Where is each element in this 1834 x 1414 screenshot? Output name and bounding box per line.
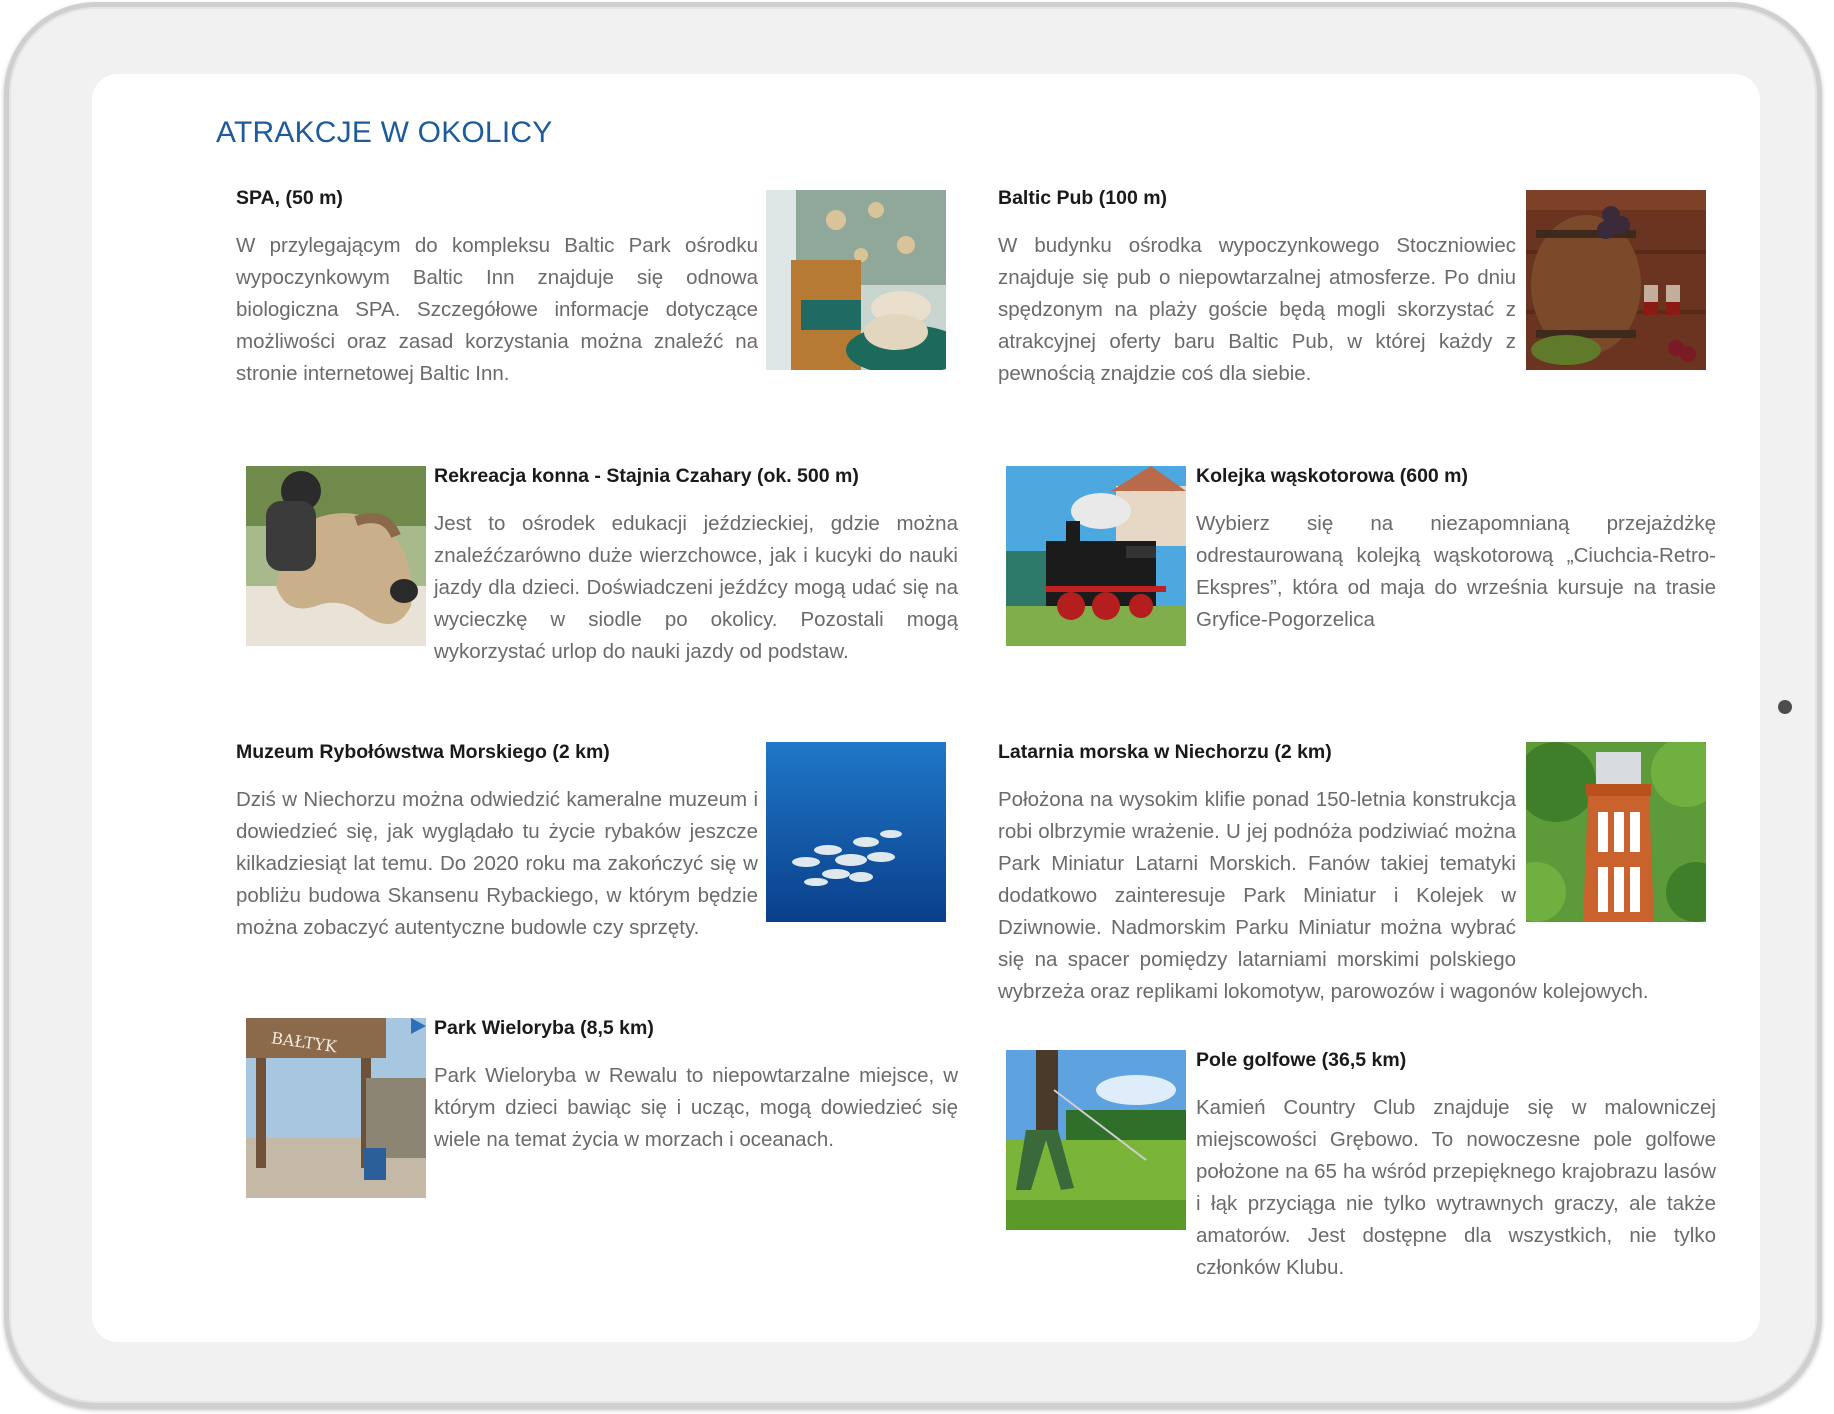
attraction-card — [236, 740, 758, 944]
attraction-description: Park Wieloryba w Rewalu to niepowtarzalne miejsce, w którym dzieci bawiąc się i ucząc, mogą dowiedzieć się wiele na temat życia w morzach i oceanach. — [434, 1064, 958, 1151]
attraction-description: Położona na wysokim klifie ponad 150-letnia konstrukcja robi olbrzymie wrażenie. U jej podnóża podziwiać można Park Miniatur Latarni Morskich. Fanów takiej tematyki dodatkowo zainteresuje Park Miniatur i Kolejek w Dziwnowie. Nadmorskim Parku Miniatur można wybrać się na spacer pomiędzy latarniami morskimi polskiego wybrzeża oraz replikami lokomotyw, parowozów i wagonów kolejowych. — [998, 788, 1649, 1003]
attraction-card — [998, 740, 1716, 1008]
attraction-title: Kolejka wąskotorowa (600 m) — [1196, 465, 1469, 487]
screen — [92, 74, 1760, 1342]
horse-image — [246, 466, 426, 646]
attraction-description: Dziś w Niechorzu można odwiedzić kameralne muzeum i dowiedzieć się, jak wyglądało tu życie rybaków jeszcze kilkadziesiąt lat temu. Do 2020 roku ma zakończyć się w pobliżu budowa Skansenu Rybackiego, w którym będzie można zobaczyć autentyczne budowle czy sprzęty. — [236, 788, 758, 939]
home-button[interactable] — [1778, 700, 1792, 714]
attraction-card — [998, 186, 1516, 390]
attraction-description: Kamień Country Club znajduje się w malowniczej miejscowości Grębowo. To nowoczesne pole golfowe położone na 65 ha wśród przepięknego krajobrazu lasów i łąk przyciąga nie tylko wytrawnych graczy, ale także amatorów. Jest dostępne dla wszystkich, nie tylko członków Klubu. — [1196, 1096, 1716, 1279]
attraction-card — [998, 1048, 1716, 1284]
park-image — [246, 1018, 426, 1198]
page-title: ATRAKCJE W OKOLICY — [216, 116, 553, 149]
park-sign-text: BAŁTYK — [270, 1028, 338, 1057]
attraction-description: Wybierz się na niezapomnianą przejażdżkę odrestaurowaną kolejką wąskotorową „Ciuchcia-Retro-Ekspres”, która od maja do września kursuje na trasie Gryfice-Pogorzelica — [1196, 512, 1716, 631]
attraction-title: Park Wieloryba (8,5 km) — [434, 1017, 654, 1039]
attraction-description: Jest to ośrodek edukacji jeździeckiej, gdzie można znaleźćzarówno duże wierzchowce, jak i kucyki do nauki jazdy dla dzieci. Doświadczeni jeźdźcy mogą udać się na wycieczkę w siodle po okolicy. Pozostali mogą wykorzystać urlop do nauki jazdy od podstaw. — [434, 512, 958, 663]
attraction-title: Muzeum Rybołówstwa Morskiego (2 km) — [236, 741, 610, 763]
attraction-title: Pole golfowe (36,5 km) — [1196, 1049, 1407, 1071]
spa-image — [766, 190, 946, 370]
attraction-title: SPA, (50 m) — [236, 187, 343, 209]
attraction-title: Rekreacja konna - Stajnia Czahary (ok. 500 m) — [434, 465, 859, 487]
train-image — [1006, 466, 1186, 646]
attraction-title: Baltic Pub (100 m) — [998, 187, 1168, 209]
museum-image — [766, 742, 946, 922]
attraction-title: Latarnia morska w Niechorzu (2 km) — [998, 741, 1332, 763]
pub-image — [1526, 190, 1706, 370]
attraction-card — [434, 464, 958, 668]
attraction-card — [236, 186, 758, 390]
attraction-card — [434, 1016, 958, 1156]
attraction-description: W budynku ośrodka wypoczynkowego Stoczniowiec znajduje się pub o niepowtarzalnej atmosferze. Po dniu spędzonym na plaży goście będą mogli skorzystać z atrakcyjnej oferty baru Baltic Pub, w której każdy z pewnością znajdzie coś dla siebie. — [998, 234, 1516, 385]
attraction-card — [1196, 464, 1716, 636]
attraction-description: W przylegającym do kompleksu Baltic Park ośrodku wypoczynkowym Baltic Inn znajduje się odnowa biologiczna SPA. Szczegółowe informacje dotyczące możliwości oraz zasad korzystania można znaleźć na stronie internetowej Baltic Inn. — [236, 234, 758, 385]
